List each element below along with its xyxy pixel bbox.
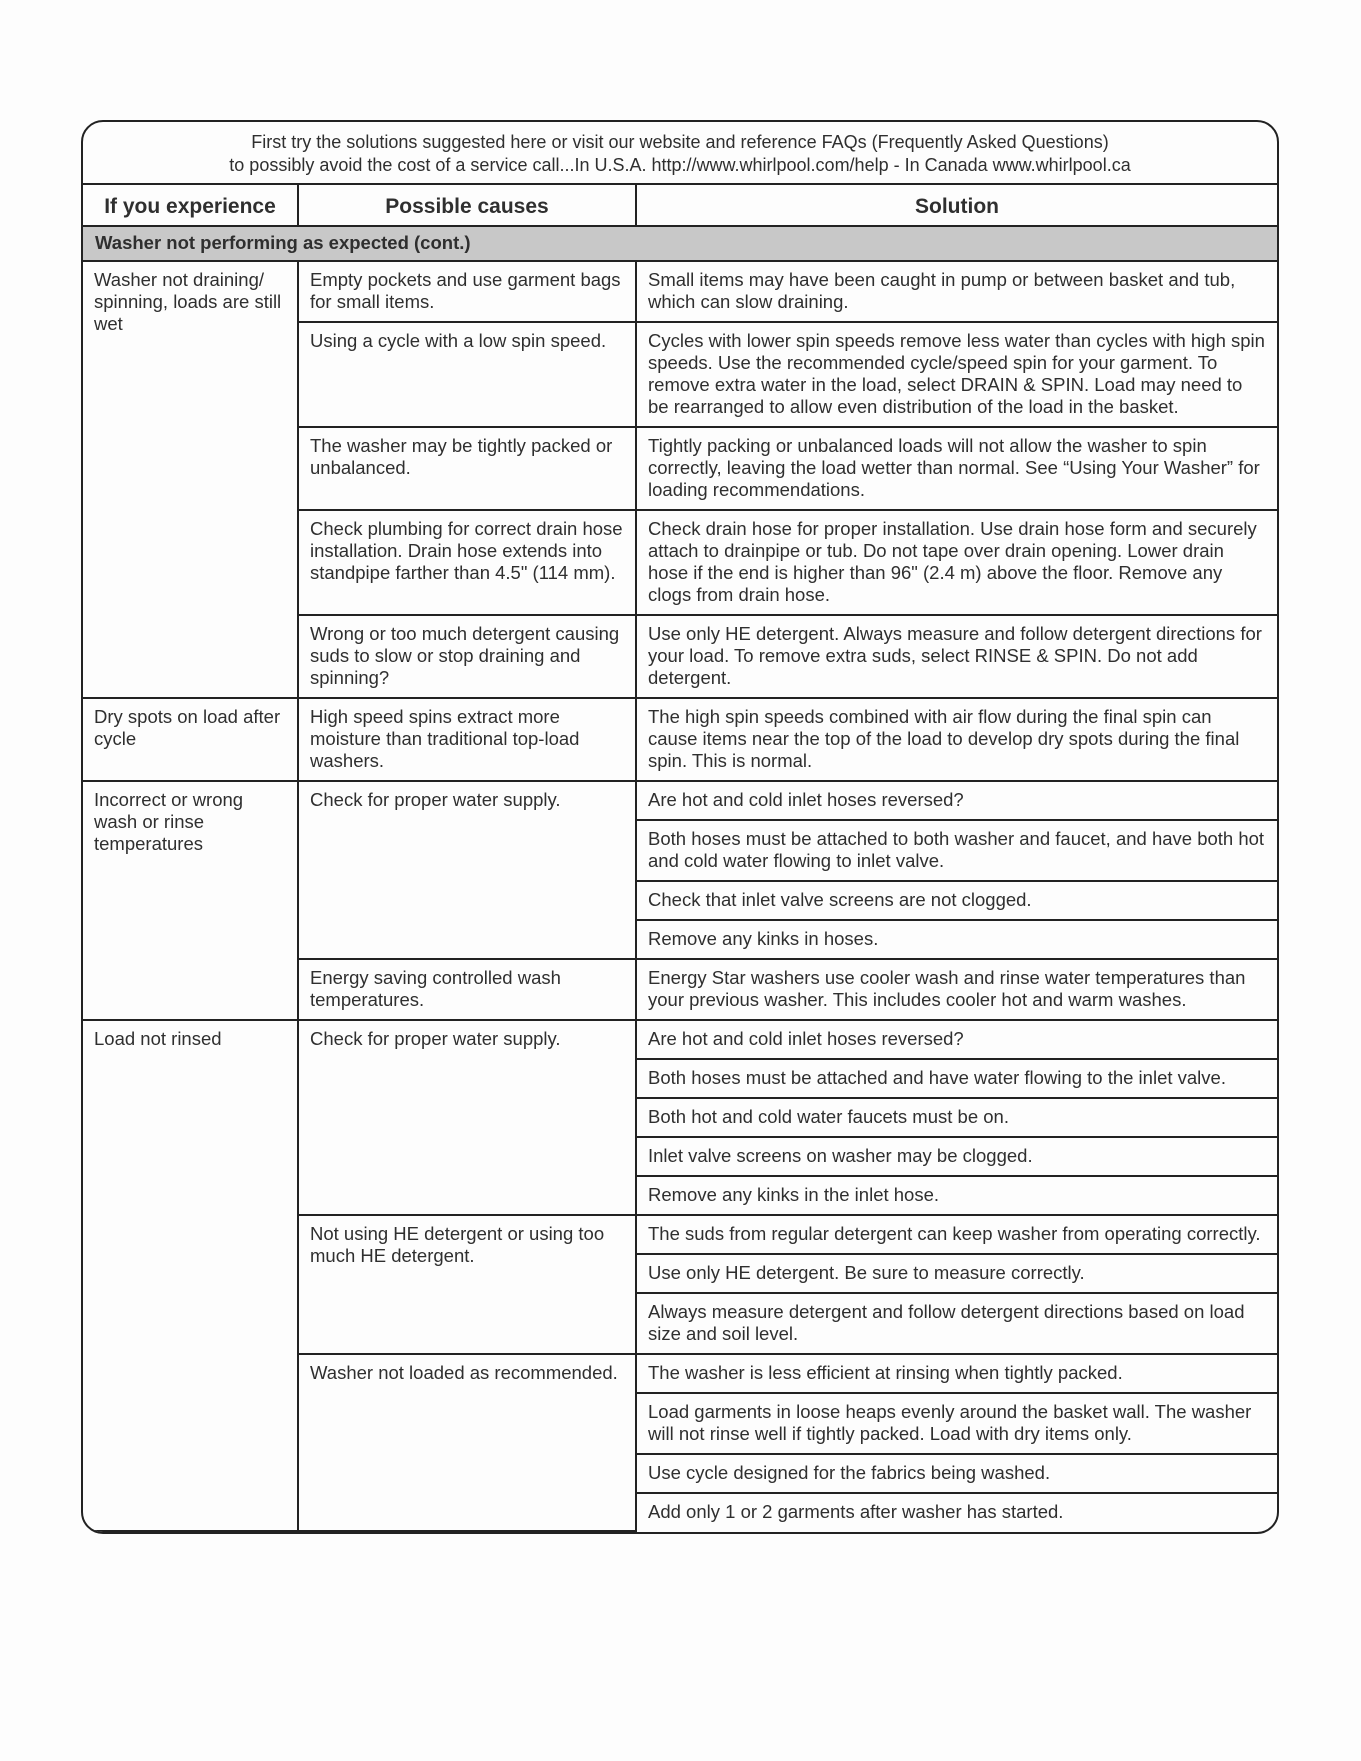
experience-cell: Washer not draining/ spinning, loads are still wet <box>83 261 298 698</box>
cause-cell: Using a cycle with a low spin speed. <box>298 322 636 427</box>
cause-cell: Empty pockets and use garment bags for small items. <box>298 261 636 322</box>
troubleshooting-table-frame <box>81 120 1279 1534</box>
header-causes: Possible causes <box>298 185 636 226</box>
solution-cell: Add only 1 or 2 garments after washer has started. <box>648 1501 1064 1522</box>
solution-cell: Both hoses must be attached to both washer and faucet, and have both hot and cold water flowing to inlet valve. <box>636 820 1277 881</box>
cause-cell: Energy saving controlled wash temperatures. <box>298 959 636 1020</box>
table-row <box>83 781 1277 820</box>
solution-cell: Remove any kinks in the inlet hose. <box>636 1176 1277 1215</box>
solution-cell: Small items may have been caught in pump or between basket and tub, which can slow draining. <box>636 261 1277 322</box>
intro-line-1: First try the solutions suggested here or visit our website and reference FAQs (Frequently Asked Questions) <box>251 132 1109 152</box>
solution-cell: Energy Star washers use cooler wash and rinse water temperatures than your previous washer. This includes cooler hot and warm washes. <box>636 959 1277 1020</box>
experience-cell: Load not rinsed <box>83 1020 298 1531</box>
solution-cell: Tightly packing or unbalanced loads will not allow the washer to spin correctly, leaving the load wetter than normal. See “Using Your Washer” for loading recommendations. <box>636 427 1277 510</box>
solution-cell: Use cycle designed for the fabrics being washed. <box>636 1454 1277 1493</box>
experience-cell: Incorrect or wrong wash or rinse temperatures <box>83 781 298 1020</box>
solution-cell: The high spin speeds combined with air flow during the final spin can cause items near the top of the load to develop dry spots during the final spin. This is normal. <box>636 698 1277 781</box>
cause-cell: Wrong or too much detergent causing suds to slow or stop draining and spinning? <box>298 615 636 698</box>
solution-cell: Both hot and cold water faucets must be on. <box>636 1098 1277 1137</box>
troubleshooting-table <box>83 185 1277 1532</box>
experience-cell: Dry spots on load after cycle <box>83 698 298 781</box>
intro-line-2: to possibly avoid the cost of a service call...In U.S.A. http://www.whirlpool.com/help - In Canada www.whirlpool.ca <box>229 155 1131 175</box>
solution-cell: Are hot and cold inlet hoses reversed? <box>636 781 1277 820</box>
cause-cell: Check plumbing for correct drain hose installation. Drain hose extends into standpipe farther than 4.5" (114 mm). <box>298 510 636 615</box>
solution-cell: Both hoses must be attached and have water flowing to the inlet valve. <box>636 1059 1277 1098</box>
header-solution: Solution <box>636 185 1277 226</box>
solution-cell: Inlet valve screens on washer may be clogged. <box>636 1137 1277 1176</box>
cause-cell: Check for proper water supply. <box>298 1020 636 1215</box>
cause-cell: High speed spins extract more moisture than traditional top-load washers. <box>298 698 636 781</box>
table-row <box>83 698 1277 781</box>
table-row <box>83 1020 1277 1059</box>
cause-cell: Not using HE detergent or using too much HE detergent. <box>298 1215 636 1354</box>
solution-cell: Are hot and cold inlet hoses reversed? <box>636 1020 1277 1059</box>
table-row <box>83 261 1277 322</box>
cause-cell: Washer not loaded as recommended. <box>298 1354 636 1531</box>
solution-cell: Use only HE detergent. Be sure to measure correctly. <box>636 1254 1277 1293</box>
section-row <box>83 226 1277 261</box>
solution-cell: Load garments in loose heaps evenly around the basket wall. The washer will not rinse well if tightly packed. Load with dry items only. <box>636 1393 1277 1454</box>
solution-cell: Remove any kinks in hoses. <box>636 920 1277 959</box>
solution-cell: The suds from regular detergent can keep washer from operating correctly. <box>636 1215 1277 1254</box>
solution-cell: Always measure detergent and follow detergent directions based on load size and soil level. <box>636 1293 1277 1354</box>
intro-note <box>83 122 1277 185</box>
table-body <box>83 226 1277 1531</box>
solution-cell: Cycles with lower spin speeds remove less water than cycles with high spin speeds. Use the recommended cycle/speed spin for your garment. To remove extra water in the load, select DRAIN & SPIN. Load may need to be rearranged to allow even distribution of the load in the basket. <box>636 322 1277 427</box>
header-experience: If you experience <box>83 185 298 226</box>
section-title: Washer not performing as expected (cont.) <box>83 226 1277 261</box>
solution-cell: Use only HE detergent. Always measure and follow detergent directions for your load. To remove extra suds, select RINSE & SPIN. Do not add detergent. <box>636 615 1277 698</box>
header-row <box>83 185 1277 226</box>
cause-cell: The washer may be tightly packed or unbalanced. <box>298 427 636 510</box>
cause-cell: Check for proper water supply. <box>298 781 636 959</box>
solution-cell: The washer is less efficient at rinsing when tightly packed. <box>636 1354 1277 1393</box>
solution-cell: Check drain hose for proper installation. Use drain hose form and securely attach to drainpipe or tub. Do not tape over drain opening. Lower drain hose if the end is higher than 96" (2.4 m) above the floor. Remove any clogs from drain hose. <box>636 510 1277 615</box>
solution-cell: Check that inlet valve screens are not clogged. <box>636 881 1277 920</box>
